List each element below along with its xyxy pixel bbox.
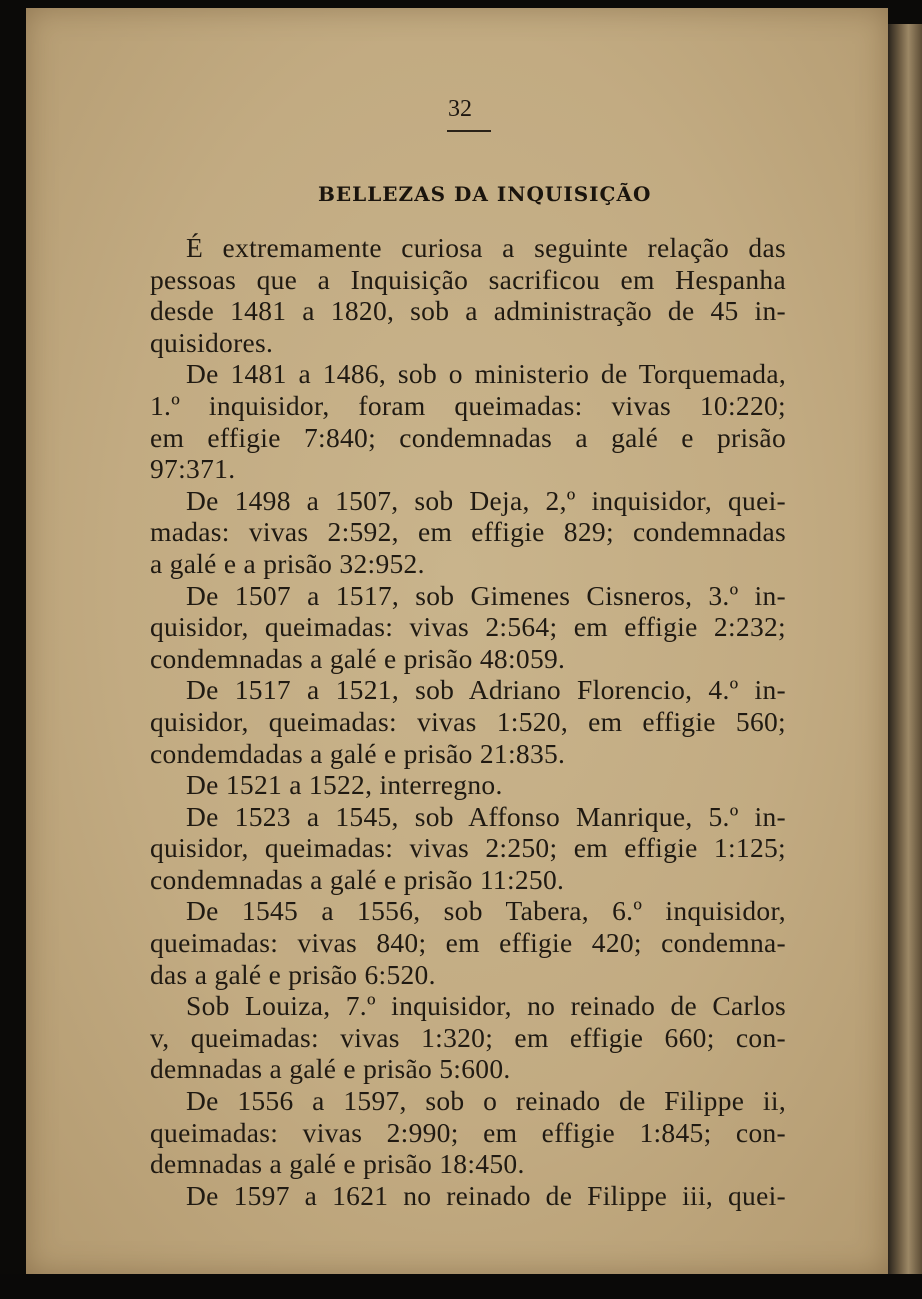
page-number-rule xyxy=(447,130,491,132)
text-line: quisidor, queimadas: vivas 2:250; em effigie 1:125; xyxy=(150,832,786,864)
text-line: v, queimadas: vivas 1:320; em effigie 660; con- xyxy=(150,1021,786,1053)
text-line: pessoas que a Inquisição sacrificou em Hespanha xyxy=(150,263,786,295)
text-line: 1.º inquisidor, foram queimadas: vivas 10:220; xyxy=(150,389,786,421)
text-line: demnadas a galé e prisão 5:600. xyxy=(150,1053,511,1085)
text-line: De 1507 a 1517, sob Gimenes Cisneros, 3.º in- xyxy=(186,579,786,611)
text-line: das a galé e prisão 6:520. xyxy=(150,958,436,990)
text-line: quisidor, queimadas: vivas 1:520, em effigie 560; xyxy=(150,705,786,737)
text-line: De 1521 a 1522, interregno. xyxy=(186,769,503,801)
text-line: quisidores. xyxy=(150,326,274,358)
text-line: É extremamente curiosa a seguinte relação das xyxy=(186,232,786,263)
text-line: em effigie 7:840; condemnadas a galé e prisão xyxy=(150,421,786,453)
text-line: De 1545 a 1556, sob Tabera, 6.º inquisidor, xyxy=(186,895,786,927)
body-text xyxy=(150,232,786,1211)
text-line: Sob Louiza, 7.º inquisidor, no reinado de Carlos xyxy=(186,990,786,1022)
text-line: a galé e a prisão 32:952. xyxy=(150,547,425,579)
text-line: condemnadas a galé e prisão 48:059. xyxy=(150,642,566,674)
text-line: quisidor, queimadas: vivas 2:564; em effigie 2:232; xyxy=(150,611,786,643)
text-line: De 1556 a 1597, sob o reinado de Filippe ii, xyxy=(186,1085,786,1117)
text-line: queimadas: vivas 840; em effigie 420; condemna- xyxy=(150,927,786,959)
text-line: madas: vivas 2:592, em effigie 829; condemnadas xyxy=(150,516,786,548)
text-line: De 1517 a 1521, sob Adriano Florencio, 4.º in- xyxy=(186,674,786,706)
text-line: queimadas: vivas 2:990; em effigie 1:845; con- xyxy=(150,1116,786,1148)
text-line: De 1498 a 1507, sob Deja, 2,º inquisidor, quei- xyxy=(186,484,786,516)
page-number: 32 xyxy=(448,96,472,122)
text-line: demnadas a galé e prisão 18:450. xyxy=(150,1148,525,1180)
text-line: desde 1481 a 1820, sob a administração de 45 in- xyxy=(150,295,786,327)
text-line: condemnadas a galé e prisão 11:250. xyxy=(150,863,565,895)
scan-border xyxy=(0,1274,922,1299)
text-line: De 1597 a 1621 no reinado de Filippe iii, quei- xyxy=(186,1179,786,1211)
text-line: De 1481 a 1486, sob o ministerio de Torquemada, xyxy=(186,358,786,390)
chapter-title: BELLEZAS DA INQUISIÇÃO xyxy=(318,182,652,206)
book-spine-edge xyxy=(888,24,922,1274)
text-line: condemdadas a galé e prisão 21:835. xyxy=(150,737,566,769)
text-line: De 1523 a 1545, sob Affonso Manrique, 5.º in- xyxy=(186,800,786,832)
text-line: 97:371. xyxy=(150,453,236,485)
